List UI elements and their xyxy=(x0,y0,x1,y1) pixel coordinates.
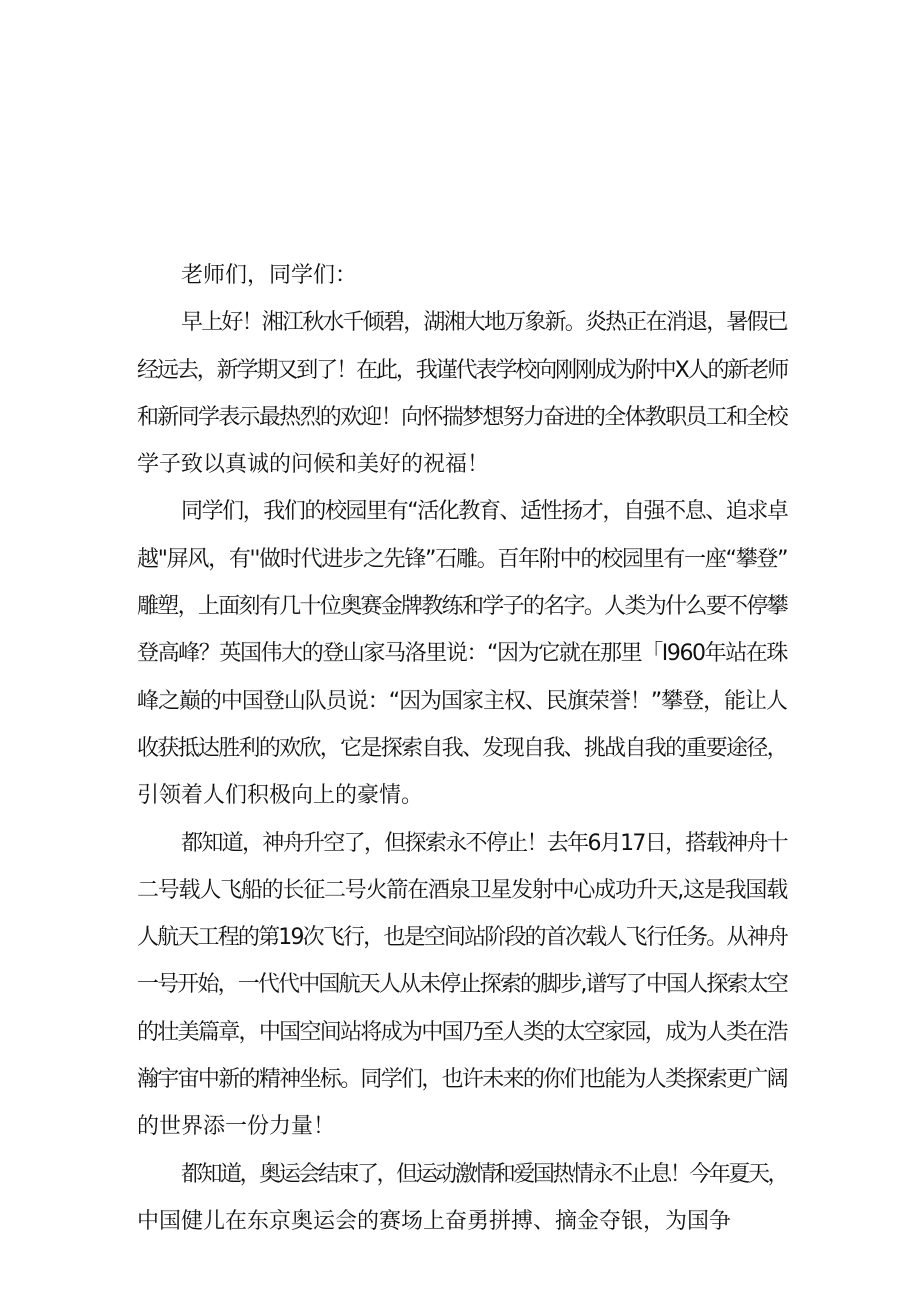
salutation xyxy=(137,252,787,299)
text-line: 都知道，神舟升空了，但探索永不停止！去年6月17日，搭载神舟十 xyxy=(181,830,787,856)
text-line: 和新同学表示最热烈的欢迎！向怀揣梦想努力奋进的全体教职员工和全校 xyxy=(137,404,787,430)
text-line: 的世界添一份力量！ xyxy=(137,1114,336,1140)
text-line: 人航天工程的第19次飞行，也是空间站阶段的首次载人飞行任务。从神舟 xyxy=(137,925,787,951)
text-line: 都知道，奥运会结束了，但运动激情和爱国热情永不止息！今年夏天， xyxy=(181,1161,788,1187)
text-line: 二号载人飞船的长征二号火箭在酒泉卫星发射中心成功升天,这是我国载 xyxy=(137,877,787,903)
speech-body xyxy=(137,252,787,1245)
text-line: 峰之巅的中国登山队员说：“因为国家主权、民旗荣誉！”攀登，能让人 xyxy=(137,688,787,714)
text-line: 中国健儿在东京奥运会的赛场上奋勇拼搏、摘金夺银，为国争 xyxy=(137,1208,732,1234)
text-line: 引领着人们积极向上的豪情。 xyxy=(137,783,424,809)
text-line: 同学们，我们的校园里有“活化教育、适性扬才，自强不息、追求卓 xyxy=(181,499,788,525)
paragraph xyxy=(137,488,787,819)
text-line: 登高峰？英国伟大的登山家马洛里说：“因为它就在那里「I960年站在珠 xyxy=(137,641,787,667)
text-line: 瀚宇宙中新的精神坐标。同学们，也许未来的你们也能为人类探索更广阔 xyxy=(137,1067,787,1093)
text-line: 老师们，同学们： xyxy=(181,263,358,288)
paragraph xyxy=(137,1151,787,1246)
paragraph xyxy=(137,820,787,1151)
text-line: 经远去，新学期又到了！在此，我谨代表学校向刚刚成为附中X人的新老师 xyxy=(137,357,788,383)
text-line: 早上好！湘江秋水千倾碧，湖湘大地万象新。炎热正在消退，暑假已 xyxy=(181,310,788,336)
text-line: 越"屏风，有''做时代进步之先锋”石雕。百年附中的校园里有一座“攀登” xyxy=(137,546,788,572)
paragraph xyxy=(137,299,787,488)
text-line: 雕塑，上面刻有几十位奥赛金牌教练和学子的名字。人类为什么要不停攀 xyxy=(137,594,787,620)
text-line: 的壮美篇章，中国空间站将成为中国乃至人类的太空家园，成为人类在浩 xyxy=(137,1019,787,1045)
text-line: 一号开始，一代代中国航天人从未停止探索的脚步,谱写了中国人探索太空 xyxy=(137,972,787,998)
text-line: 收获抵达胜利的欢欣，它是探索自我、发现自我、挑战自我的重要途径， xyxy=(137,735,787,761)
text-line: 学子致以真诚的问候和美好的祝福！ xyxy=(137,452,490,478)
